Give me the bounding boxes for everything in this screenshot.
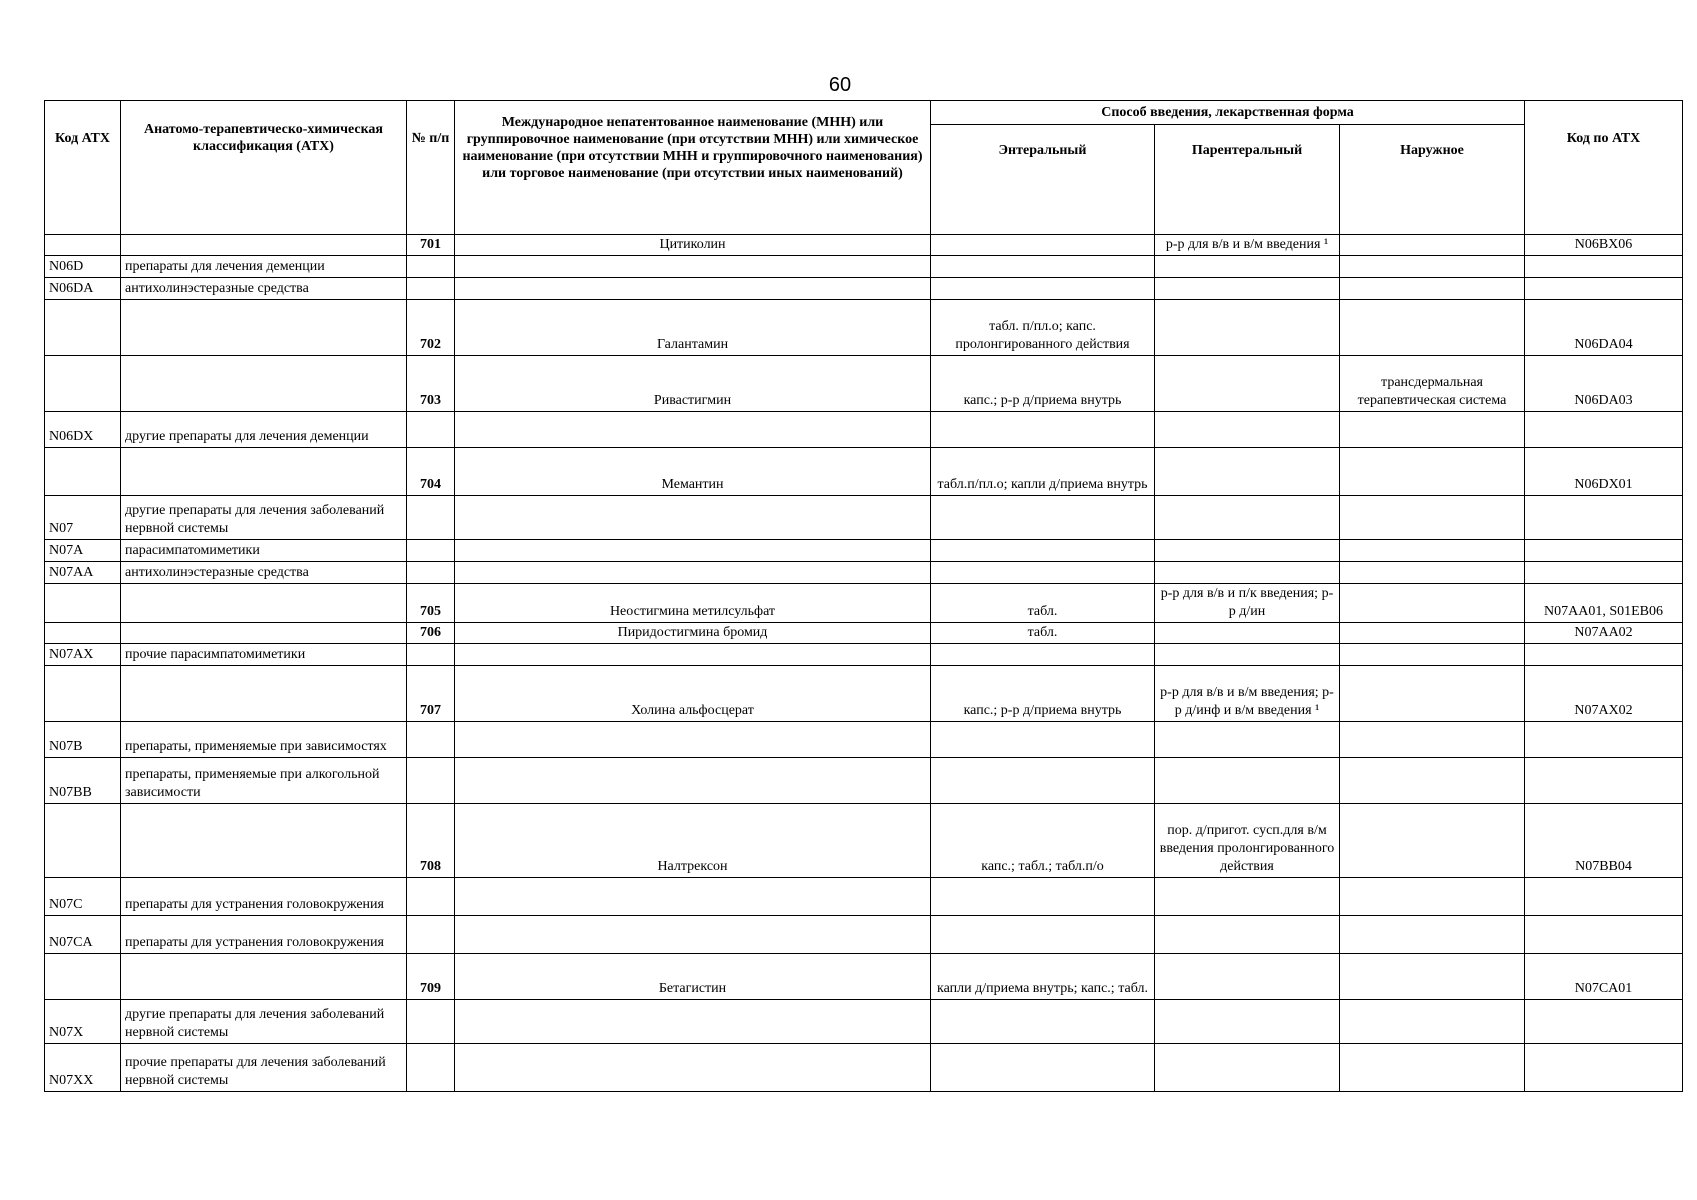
empty-cell (407, 758, 455, 804)
group-code: N06D (45, 256, 121, 278)
header-route-group: Способ введения, лекарственная форма (931, 101, 1525, 125)
drug-name: Неостигмина метилсульфат (455, 584, 931, 623)
empty-cell (1525, 412, 1683, 448)
group-code: N07X (45, 1000, 121, 1044)
empty-cell (1525, 256, 1683, 278)
table-row (45, 235, 1683, 256)
header-external: Наружное (1340, 125, 1525, 235)
group-row (45, 758, 1683, 804)
group-label: препараты для устранения головокружения (121, 878, 407, 916)
empty-cell (455, 644, 931, 666)
empty-cell (121, 300, 407, 356)
drug-num: 702 (407, 300, 455, 356)
header-enteral: Энтеральный (931, 125, 1155, 235)
empty-cell (1155, 562, 1340, 584)
group-row (45, 412, 1683, 448)
group-code: N07B (45, 722, 121, 758)
empty-cell (455, 1044, 931, 1092)
drug-atx-code: N07CA01 (1525, 954, 1683, 1000)
group-label: другие препараты для лечения деменции (121, 412, 407, 448)
header-code-by-atx: Код по АТХ (1525, 101, 1683, 235)
group-code: N07 (45, 496, 121, 540)
table-row (45, 954, 1683, 1000)
group-row (45, 722, 1683, 758)
empty-cell (407, 256, 455, 278)
empty-cell (455, 278, 931, 300)
empty-cell (1340, 540, 1525, 562)
empty-cell (407, 878, 455, 916)
empty-cell (455, 412, 931, 448)
empty-cell (931, 916, 1155, 954)
empty-cell (455, 758, 931, 804)
table-row (45, 804, 1683, 878)
empty-cell (407, 278, 455, 300)
group-label: прочие парасимпатомиметики (121, 644, 407, 666)
empty-cell (455, 540, 931, 562)
drug-enteral: капс.; р-р д/приема внутрь (931, 666, 1155, 722)
empty-cell (45, 235, 121, 256)
drug-enteral: табл. п/пл.о; капс. пролонгированного действия (931, 300, 1155, 356)
drug-name: Холина альфосцерат (455, 666, 931, 722)
empty-cell (931, 644, 1155, 666)
group-code: N07XX (45, 1044, 121, 1092)
empty-cell (455, 916, 931, 954)
group-label: антихолинэстеразные средства (121, 278, 407, 300)
group-label: препараты, применяемые при алкогольной зависимости (121, 758, 407, 804)
empty-cell (1340, 278, 1525, 300)
drug-external (1340, 584, 1525, 623)
group-row (45, 540, 1683, 562)
empty-cell (455, 496, 931, 540)
drug-atx-code: N07AA02 (1525, 623, 1683, 644)
header-code-atx: Код АТХ (45, 101, 121, 235)
empty-cell (1155, 758, 1340, 804)
drug-enteral: табл. (931, 584, 1155, 623)
drug-parenteral (1155, 448, 1340, 496)
drug-num: 707 (407, 666, 455, 722)
empty-cell (1155, 916, 1340, 954)
group-row (45, 916, 1683, 954)
group-row (45, 278, 1683, 300)
group-code: N07BB (45, 758, 121, 804)
empty-cell (1340, 758, 1525, 804)
drug-parenteral: пор. д/пригот. сусп.для в/м введения пролонгированного действия (1155, 804, 1340, 878)
drug-num: 701 (407, 235, 455, 256)
drug-atx-code: N06DA03 (1525, 356, 1683, 412)
empty-cell (1340, 644, 1525, 666)
empty-cell (455, 1000, 931, 1044)
group-row (45, 878, 1683, 916)
empty-cell (1525, 278, 1683, 300)
group-code: N07AX (45, 644, 121, 666)
group-label: препараты для лечения деменции (121, 256, 407, 278)
group-label: прочие препараты для лечения заболеваний нервной системы (121, 1044, 407, 1092)
empty-cell (1155, 722, 1340, 758)
table-row (45, 356, 1683, 412)
drug-atx-code: N07AA01, S01EB06 (1525, 584, 1683, 623)
table-row (45, 584, 1683, 623)
empty-cell (121, 356, 407, 412)
empty-cell (45, 954, 121, 1000)
empty-cell (931, 562, 1155, 584)
drug-external (1340, 448, 1525, 496)
drug-enteral: капс.; р-р д/приема внутрь (931, 356, 1155, 412)
empty-cell (1340, 562, 1525, 584)
empty-cell (1525, 1044, 1683, 1092)
drug-atx-code: N06BX06 (1525, 235, 1683, 256)
empty-cell (931, 758, 1155, 804)
header-parenteral: Парентеральный (1155, 125, 1340, 235)
empty-cell (121, 235, 407, 256)
empty-cell (407, 1044, 455, 1092)
table-row (45, 623, 1683, 644)
empty-cell (407, 916, 455, 954)
empty-cell (1340, 412, 1525, 448)
empty-cell (1155, 278, 1340, 300)
empty-cell (1340, 916, 1525, 954)
drug-num: 708 (407, 804, 455, 878)
empty-cell (1155, 644, 1340, 666)
empty-cell (45, 623, 121, 644)
drug-atx-code: N07BB04 (1525, 804, 1683, 878)
drug-name: Мемантин (455, 448, 931, 496)
empty-cell (407, 1000, 455, 1044)
empty-cell (45, 584, 121, 623)
empty-cell (931, 1000, 1155, 1044)
drug-parenteral: р-р для в/в и в/м введения ¹ (1155, 235, 1340, 256)
drug-name: Налтрексон (455, 804, 931, 878)
group-row (45, 644, 1683, 666)
group-row (45, 1044, 1683, 1092)
empty-cell (1525, 878, 1683, 916)
group-row (45, 562, 1683, 584)
group-label: другие препараты для лечения заболеваний нервной системы (121, 1000, 407, 1044)
empty-cell (407, 412, 455, 448)
empty-cell (1340, 256, 1525, 278)
table-row (45, 666, 1683, 722)
empty-cell (1525, 540, 1683, 562)
group-row (45, 256, 1683, 278)
empty-cell (407, 722, 455, 758)
drug-parenteral (1155, 954, 1340, 1000)
header-mnn: Международное непатентованное наименование (МНН) или группировочное наименование (при отсутствии МНН) или химическое наименование (при отсутствии МНН и группировочного наименования) или торговое наименование (при отсутствии иных наименований) (455, 101, 931, 235)
group-row (45, 1000, 1683, 1044)
drug-external (1340, 954, 1525, 1000)
empty-cell (1525, 722, 1683, 758)
header-num: № п/п (407, 101, 455, 235)
drug-parenteral (1155, 356, 1340, 412)
drug-table (44, 100, 1683, 1092)
drug-parenteral (1155, 623, 1340, 644)
page-number: 60 (828, 74, 852, 96)
empty-cell (1155, 878, 1340, 916)
empty-cell (45, 300, 121, 356)
group-label: другие препараты для лечения заболеваний нервной системы (121, 496, 407, 540)
empty-cell (455, 878, 931, 916)
empty-cell (1525, 496, 1683, 540)
drug-external (1340, 666, 1525, 722)
group-row (45, 496, 1683, 540)
empty-cell (1340, 878, 1525, 916)
empty-cell (455, 256, 931, 278)
empty-cell (1340, 1044, 1525, 1092)
group-code: N06DX (45, 412, 121, 448)
drug-num: 704 (407, 448, 455, 496)
table-row (45, 448, 1683, 496)
empty-cell (121, 954, 407, 1000)
header-classification: Анатомо-терапевтическо-химическая классификация (АТХ) (121, 101, 407, 235)
empty-cell (1525, 644, 1683, 666)
drug-num: 703 (407, 356, 455, 412)
empty-cell (931, 1044, 1155, 1092)
drug-enteral: капс.; табл.; табл.п/о (931, 804, 1155, 878)
empty-cell (1340, 722, 1525, 758)
drug-num: 709 (407, 954, 455, 1000)
empty-cell (931, 878, 1155, 916)
empty-cell (1155, 1044, 1340, 1092)
drug-enteral: табл.п/пл.о; капли д/приема внутрь (931, 448, 1155, 496)
group-label: антихолинэстеразные средства (121, 562, 407, 584)
empty-cell (1340, 496, 1525, 540)
group-code: N07C (45, 878, 121, 916)
group-label: препараты для устранения головокружения (121, 916, 407, 954)
drug-enteral: табл. (931, 623, 1155, 644)
empty-cell (1155, 540, 1340, 562)
drug-atx-code: N07AX02 (1525, 666, 1683, 722)
empty-cell (931, 540, 1155, 562)
empty-cell (931, 278, 1155, 300)
empty-cell (407, 496, 455, 540)
drug-external (1340, 235, 1525, 256)
group-label: парасимпатомиметики (121, 540, 407, 562)
empty-cell (1525, 562, 1683, 584)
drug-name: Галантамин (455, 300, 931, 356)
empty-cell (1525, 1000, 1683, 1044)
drug-name: Пиридостигмина бромид (455, 623, 931, 644)
drug-external: трансдермальная терапевтическая система (1340, 356, 1525, 412)
empty-cell (45, 804, 121, 878)
empty-cell (931, 722, 1155, 758)
empty-cell (1340, 1000, 1525, 1044)
group-label: препараты, применяемые при зависимостях (121, 722, 407, 758)
empty-cell (1155, 412, 1340, 448)
drug-external (1340, 300, 1525, 356)
drug-num: 705 (407, 584, 455, 623)
drug-name: Цитиколин (455, 235, 931, 256)
empty-cell (45, 356, 121, 412)
drug-parenteral (1155, 300, 1340, 356)
table-row (45, 300, 1683, 356)
group-code: N07AA (45, 562, 121, 584)
drug-enteral: капли д/приема внутрь; капс.; табл. (931, 954, 1155, 1000)
drug-atx-code: N06DA04 (1525, 300, 1683, 356)
drug-external (1340, 804, 1525, 878)
empty-cell (1525, 758, 1683, 804)
drug-parenteral: р-р для в/в и п/к введения; р-р д/ин (1155, 584, 1340, 623)
drug-name: Бетагистин (455, 954, 931, 1000)
empty-cell (121, 804, 407, 878)
empty-cell (931, 496, 1155, 540)
empty-cell (1525, 916, 1683, 954)
group-code: N07CA (45, 916, 121, 954)
drug-enteral (931, 235, 1155, 256)
empty-cell (121, 448, 407, 496)
empty-cell (455, 562, 931, 584)
empty-cell (121, 623, 407, 644)
empty-cell (455, 722, 931, 758)
drug-atx-code: N06DX01 (1525, 448, 1683, 496)
empty-cell (931, 256, 1155, 278)
table-body (45, 235, 1683, 1092)
group-code: N07A (45, 540, 121, 562)
drug-external (1340, 623, 1525, 644)
drug-num: 706 (407, 623, 455, 644)
empty-cell (45, 448, 121, 496)
empty-cell (45, 666, 121, 722)
empty-cell (1155, 496, 1340, 540)
empty-cell (407, 562, 455, 584)
empty-cell (407, 644, 455, 666)
drug-parenteral: р-р для в/в и в/м введения; р-р д/инф и в/м введения ¹ (1155, 666, 1340, 722)
empty-cell (121, 584, 407, 623)
group-code: N06DA (45, 278, 121, 300)
empty-cell (121, 666, 407, 722)
empty-cell (1155, 1000, 1340, 1044)
empty-cell (931, 412, 1155, 448)
drug-name: Ривастигмин (455, 356, 931, 412)
empty-cell (407, 540, 455, 562)
empty-cell (1155, 256, 1340, 278)
